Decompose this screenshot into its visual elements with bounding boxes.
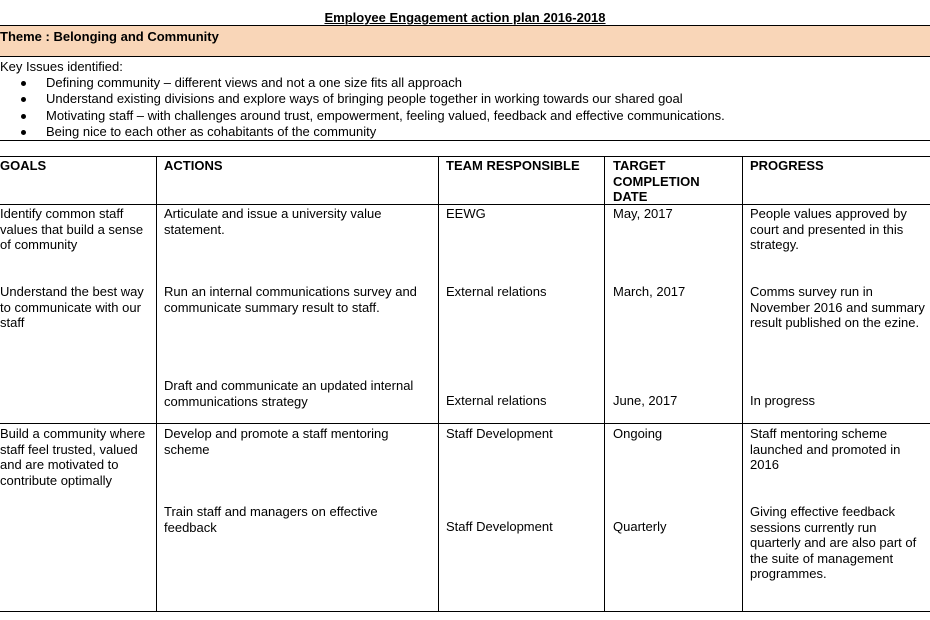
header-target-completion-date: TARGET COMPLETION DATE [613, 158, 700, 205]
team-cell: External relations [446, 393, 547, 408]
team-cell: Staff Development [446, 519, 553, 534]
progress-cell: In progress [750, 393, 816, 408]
table-bottom-border [0, 611, 930, 612]
header-progress: PROGRESS [750, 158, 824, 173]
header-team-responsible: TEAM RESPONSIBLE [446, 158, 580, 173]
action-cell: Train staff and managers on effective feedback [164, 504, 378, 535]
target-date-cell: March, 2017 [613, 284, 686, 299]
document-title: Employee Engagement action plan 2016-2018 [324, 10, 606, 25]
progress-cell: Giving effective feedback sessions currently run quarterly and are also part of the suite of management programmes. [750, 504, 917, 582]
goal-cell: Build a community where staff feel trusted, valued and are motivated to contribute optimally [0, 426, 146, 488]
column-divider [156, 156, 157, 611]
team-cell: External relations [446, 284, 547, 299]
table-row-border [0, 423, 930, 424]
progress-cell: Staff mentoring scheme launched and promoted in 2016 [750, 426, 901, 473]
header-actions: ACTIONS [164, 158, 223, 173]
theme-banner [0, 25, 930, 57]
action-cell: Articulate and issue a university value statement. [164, 206, 382, 237]
progress-cell: People values approved by court and presented in this strategy. [750, 206, 907, 253]
key-issue-item: Motivating staff – with challenges around trust, empowerment, feeling valued, feedback and effective communications. [0, 108, 725, 124]
team-cell: EEWG [446, 206, 486, 221]
action-cell: Develop and promote a staff mentoring scheme [164, 426, 389, 457]
key-issues-label: Key Issues identified: [0, 59, 123, 74]
key-issue-item: Being nice to each other as cohabitants of the community [0, 124, 725, 140]
progress-cell: Comms survey run in November 2016 and summary result published on the ezine. [750, 284, 925, 331]
team-cell: Staff Development [446, 426, 553, 441]
column-divider [604, 156, 605, 611]
column-divider [438, 156, 439, 611]
header-goals: GOALS [0, 158, 47, 173]
target-date-cell: Ongoing [613, 426, 663, 441]
key-issue-item: Defining community – different views and not a one size fits all approach [0, 75, 725, 91]
table-top-border [0, 156, 930, 157]
action-cell: Draft and communicate an updated internal communications strategy [164, 378, 414, 409]
divider-line [0, 140, 930, 141]
action-cell: Run an internal communications survey and communicate summary result to staff. [164, 284, 417, 315]
column-divider [742, 156, 743, 611]
table-header-border [0, 204, 930, 205]
target-date-cell: Quarterly [613, 519, 667, 534]
target-date-cell: May, 2017 [613, 206, 673, 221]
target-date-cell: June, 2017 [613, 393, 678, 408]
key-issue-item: Understand existing divisions and explore ways of bringing people together in working towards our shared goal [0, 91, 725, 107]
key-issues-list [0, 75, 725, 140]
theme-title: Theme : Belonging and Community [0, 29, 219, 44]
goal-cell: Understand the best way to communicate with our staff [0, 284, 144, 331]
goal-cell: Identify common staff values that build a sense of community [0, 206, 144, 253]
